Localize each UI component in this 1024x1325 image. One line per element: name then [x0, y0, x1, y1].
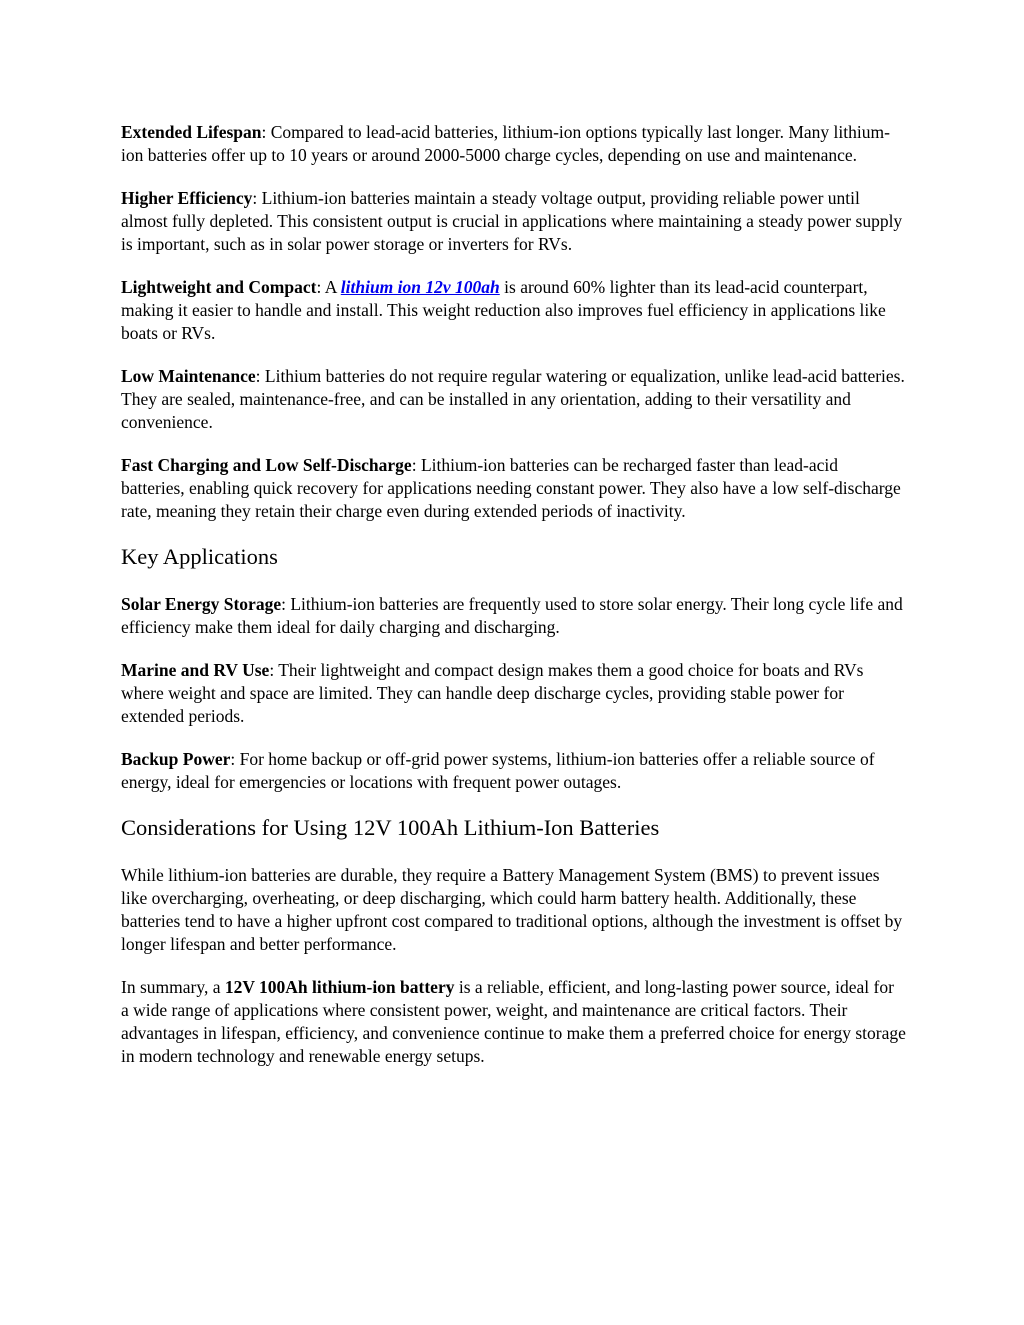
benefit-text: : A: [316, 277, 341, 297]
benefit-paragraph: [121, 454, 906, 523]
application-term: Marine and RV Use: [121, 660, 270, 680]
benefit-term: Fast Charging and Low Self-Discharge: [121, 455, 412, 475]
application-text: : Their lightweight and compact design makes them a good choice for boats and RVs where weight and space are limited. They can handle deep discharge cycles, providing stable power for extended periods.: [121, 660, 864, 726]
summary-bold: 12V 100Ah lithium-ion battery: [224, 977, 455, 997]
benefit-text: : Lithium batteries do not require regular watering or equalization, unlike lead-acid batteries. They are sealed, maintenance-free, and can be installed in any orientation, adding to their versatility and convenience.: [121, 366, 905, 432]
summary-text: is a reliable, efficient, and long-lasting power source, ideal for a wide range of applications where consistent power, weight, and maintenance are critical factors. Their advantages in lifespan, efficiency, and convenience continue to make them a preferred choice for energy storage in modern technology and renewable energy setups.: [121, 977, 906, 1066]
summary-paragraph: [121, 976, 906, 1068]
application-paragraph: [121, 659, 906, 728]
benefit-term: Extended Lifespan: [121, 122, 262, 142]
benefit-text: : Lithium-ion batteries can be recharged faster than lead-acid batteries, enabling quick recovery for applications needing constant power. They also have a low self-discharge rate, meaning they retain their charge even during extended periods of inactivity.: [121, 455, 901, 521]
application-text: : Lithium-ion batteries are frequently used to store solar energy. Their long cycle life and efficiency make them ideal for daily charging and discharging.: [121, 594, 903, 637]
product-link[interactable]: lithium ion 12v 100ah: [340, 277, 500, 297]
benefit-text: is around 60% lighter than its lead-acid counterpart, making it easier to handle and install. This weight reduction also improves fuel efficiency in applications like boats or RVs.: [121, 277, 886, 343]
benefit-text: : Lithium-ion batteries maintain a steady voltage output, providing reliable power until almost fully depleted. This consistent output is crucial in applications where maintaining a steady power supply is important, such as in solar power storage or inverters for RVs.: [121, 188, 903, 254]
benefit-term: Higher Efficiency: [121, 188, 253, 208]
considerations-paragraph: While lithium-ion batteries are durable, they require a Battery Management System (BMS) to prevent issues like overcharging, overheating, or deep discharging, which could harm battery health. Additionally, these batteries tend to have a higher upfront cost compared to traditional options, although the investment is offset by longer lifespan and better performance.: [121, 865, 903, 954]
benefit-paragraph: [121, 187, 906, 256]
benefit-text: : Compared to lead-acid batteries, lithium-ion options typically last longer. Many lithium-ion batteries offer up to 10 years or around 2000-5000 charge cycles, depending on use and maintenance.: [121, 122, 890, 165]
application-text: : For home backup or off-grid power systems, lithium-ion batteries offer a reliable source of energy, ideal for emergencies or locations with frequent power outages.: [121, 749, 875, 792]
section-heading-applications: Key Applications: [121, 544, 278, 569]
benefit-term: Lightweight and Compact: [121, 277, 317, 297]
application-term: Backup Power: [121, 749, 231, 769]
section-heading-considerations: Considerations for Using 12V 100Ah Lithium-Ion Batteries: [121, 815, 660, 840]
benefit-paragraph: [121, 276, 906, 345]
document-page: [121, 121, 906, 1088]
benefit-paragraph: [121, 121, 906, 167]
application-term: Solar Energy Storage: [121, 594, 282, 614]
benefit-paragraph: [121, 365, 906, 434]
benefit-term: Low Maintenance: [121, 366, 256, 386]
summary-text: In summary, a: [121, 977, 225, 997]
application-paragraph: [121, 593, 906, 639]
application-paragraph: [121, 748, 906, 794]
